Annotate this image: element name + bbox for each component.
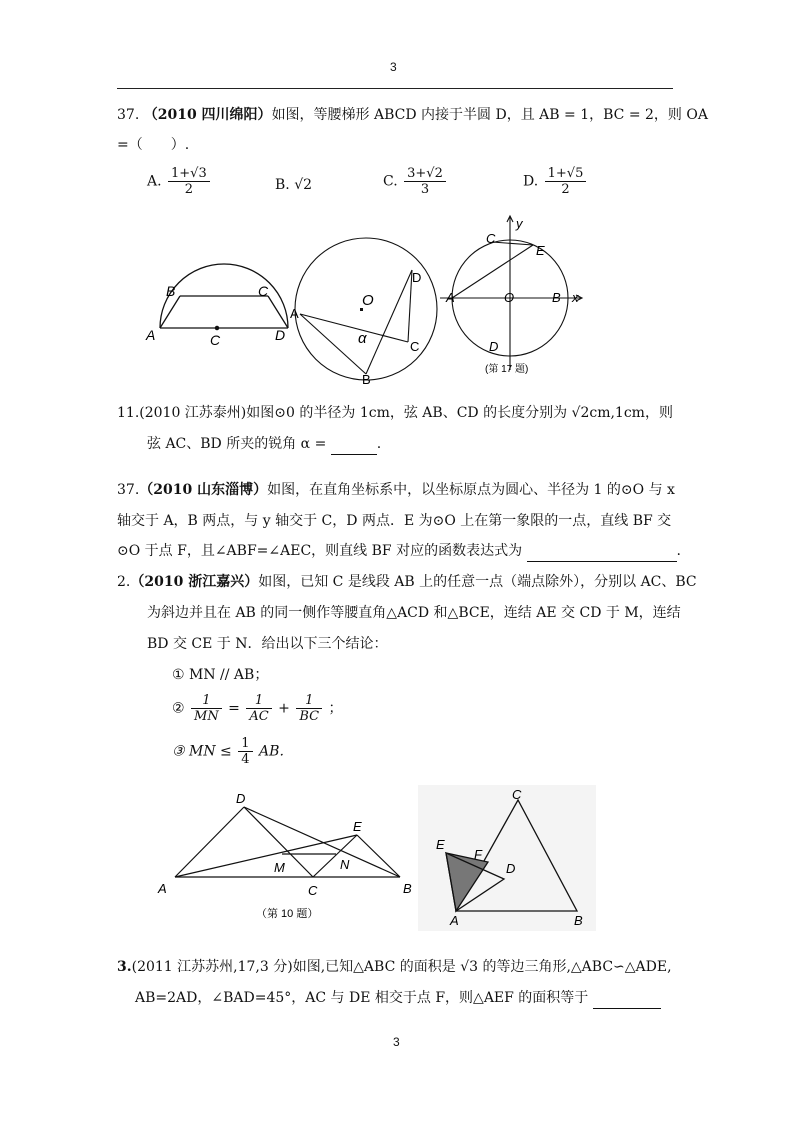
circle1-label-alpha: α [358,330,367,347]
header-rule [117,88,673,89]
c2-lhs-fraction: $\frac{1}{MN}$ [191,693,222,724]
c3-rhs: AB． [258,743,294,760]
q2-conclusion-2: ② $\frac{1}{MN}$ = $\frac{1}{AC}$ + $\frac{1}{BC}$ ； [172,693,343,724]
tri-label-f: F [474,847,482,862]
circle2-label-d: D [489,339,499,354]
q10-label-n: N [340,857,350,872]
q2-line3: BD 交 CE 于 N．给出以下三个结论： [147,636,388,652]
q10-label-d: D [236,791,246,806]
page-number-bottom: 3 [393,1035,400,1049]
trap-label-b: B [166,283,176,299]
q37a-option-c [383,166,448,197]
q37b-answer-blank[interactable] [527,541,677,562]
q37a-stem2: =（ ）. [117,137,190,153]
circle1-label-a: A [290,306,299,321]
c2-mark: ② [172,700,185,717]
circle1-label-b: B [362,372,371,385]
q10-label-c: C [308,883,318,898]
q11-period: . [376,436,382,452]
c3-fraction: $\frac{1}{4}$ [238,736,252,767]
q3-line1 [117,957,672,977]
axis-y-label: y [516,216,523,231]
tri-label-c: C [512,787,522,802]
q37b-number: 37. [117,482,140,498]
option-d-fraction: $\frac{1+√5}{2}$ [545,166,587,197]
circle2-label-o: O [504,290,515,305]
q10-label-b: B [403,881,412,896]
trap-label-a: A [146,327,156,343]
figure-photo-bg [418,785,596,931]
option-c-fraction: $\frac{3+√2}{3}$ [404,166,446,197]
q37b-line3 [117,541,681,562]
tri-label-e: E [436,837,445,852]
q10-label-m: M [274,860,285,875]
trapezoid-figure [160,264,288,330]
q3-line2 [135,988,661,1009]
q3-text1: 如图,已知△ABC 的面积是 √3 的等边三角形,△ABC∽△ADE, [292,959,672,975]
q3-source: (2011 江苏苏州,17,3 分) [131,959,293,975]
q11-answer-blank[interactable] [331,434,377,455]
circle1-label-d: D [412,270,422,285]
circle2-label-b: B [552,290,561,305]
c2-r2-fraction: $\frac{1}{BC}$ [296,693,322,724]
q37a-line1 [117,105,708,125]
q37b-line2: 轴交于 A，B 两点，与 y 轴交于 C，D 两点．E 为⊙O 上在第一象限的一点，直线 BF 交 [117,513,672,529]
q37a-number: 37. [117,107,140,123]
trap-label-c: C [258,283,269,299]
q2-line2: 为斜边并且在 AB 的同一侧作等腰直角△ACD 和△BCE，连结 AE 交 CD 于 M，连结 [147,605,681,621]
q37a-option-b [275,175,312,195]
q2-conclusion-1: ① MN // AB； [172,667,269,683]
trap-label-d: D [275,327,286,343]
option-d-label: D. [523,173,539,190]
option-c-label: C. [383,173,398,190]
tri-label-a: A [450,913,459,928]
q37b-source: （2010 山东淄博） [139,482,268,498]
q37b-text1: 如图，在直角坐标系中，以坐标原点为圆心、半径为 1 的⊙O 与 x [267,482,675,498]
page-number-top: 3 [390,60,397,74]
q2-line1 [117,572,697,592]
option-b-label: B. [275,177,290,193]
circle-chords-figure [295,238,437,380]
circle1-label-c: C [410,339,420,354]
q3-number: 3. [117,959,132,975]
q11-source: (2010 江苏泰州) [139,405,247,421]
q11-line1 [117,403,673,423]
q37a-option-d [523,166,588,197]
q11-text1: 如图⊙0 的半径为 1cm，弦 AB、CD 的长度分别为 √2cm,1cm，则 [246,405,673,421]
q11-number: 11. [117,405,140,421]
option-b-value: √2 [294,177,313,193]
option-a-fraction: $\frac{1+√3}{2}$ [168,166,210,197]
circle1-label-o: O [362,292,374,309]
q37b-text3: ⊙O 于点 F，且∠ABF=∠AEC，则直线 BF 对应的函数表达式为 [117,543,523,559]
circle2-label-e: E [536,243,545,258]
fig17-caption: (第 17 题) [485,364,529,375]
q37a-stem: 如图，等腰梯形 ABCD 内接于半圆 D，且 AB = 1，BC = 2，则 OA [271,107,708,123]
tri-label-b: B [574,913,583,928]
c2-r1-fraction: $\frac{1}{AC}$ [246,693,271,724]
q11-line2 [147,434,381,455]
axis-x-label: x [572,290,579,305]
q3-answer-blank[interactable] [593,988,661,1009]
q2-source: （2010 浙江嘉兴） [130,574,259,590]
tri-label-d: D [506,861,516,876]
c2-end: ； [328,700,343,717]
figures-row-1 [140,210,600,385]
q10-figure [175,807,400,877]
q3-text2: AB=2AD，∠BAD=45°，AC 与 DE 相交于点 F，则△AEF 的面积等于 [135,990,589,1006]
q2-conclusion-3 [172,736,293,767]
q10-label-e: E [353,819,362,834]
option-a-label: A. [147,173,162,190]
circle2-label-c: C [486,231,496,246]
q37a-option-a [147,166,212,197]
q2-number: 2. [117,574,131,590]
q10-label-a: A [158,881,167,896]
figures-row-2 [150,785,600,935]
q37b-period: . [676,543,681,559]
q11-text2: 弦 AC、BD 所夹的锐角 α = [147,436,327,452]
c3-lhs: ③ MN ≤ [172,743,232,760]
q2-text1: 如图，已知 C 是线段 AB 上的任意一点（端点除外），分别以 AC、BC [258,574,697,590]
q37a-source: （2010 四川绵阳） [143,107,272,123]
q37b-line1 [117,480,675,500]
fig10-caption: （第 10 题） [256,908,319,920]
circle2-label-a: A [446,290,455,305]
trap-label-center: C [210,332,221,348]
